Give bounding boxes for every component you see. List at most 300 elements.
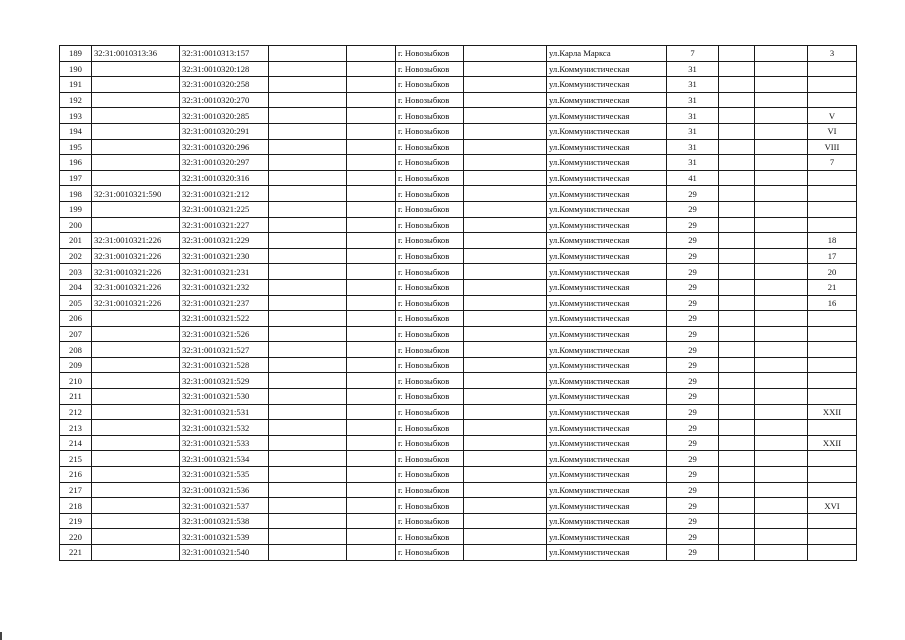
empty-cell: [464, 170, 547, 186]
premises-number-cell: [808, 513, 857, 529]
table-row: [60, 451, 857, 467]
empty-cell: [719, 123, 755, 139]
street-cell: ул.Коммунистическая: [547, 498, 667, 514]
cadastral-number-cell: 32:31:0010321:232: [180, 279, 269, 295]
empty-cell: [755, 357, 808, 373]
street-cell: ул.Коммунистическая: [547, 373, 667, 389]
city-cell: г. Новозыбков: [396, 326, 464, 342]
row-number-cell: 216: [60, 467, 92, 483]
empty-cell: [464, 61, 547, 77]
street-cell: ул.Коммунистическая: [547, 342, 667, 358]
empty-cell: [755, 217, 808, 233]
house-number-cell: 31: [667, 77, 719, 93]
table-row: [60, 326, 857, 342]
street-cell: ул.Коммунистическая: [547, 420, 667, 436]
empty-cell: [347, 435, 396, 451]
premises-number-cell: [808, 326, 857, 342]
street-cell: ул.Коммунистическая: [547, 77, 667, 93]
row-number-cell: 217: [60, 482, 92, 498]
empty-cell: [464, 513, 547, 529]
street-cell: ул.Коммунистическая: [547, 467, 667, 483]
empty-cell: [464, 46, 547, 62]
row-number-cell: 212: [60, 404, 92, 420]
row-number-cell: 196: [60, 155, 92, 171]
cadastral-number-cell: 32:31:0010321:529: [180, 373, 269, 389]
cadastral-number-cell: 32:31:0010321:532: [180, 420, 269, 436]
empty-cell: [269, 201, 347, 217]
city-cell: г. Новозыбков: [396, 420, 464, 436]
empty-cell: [269, 420, 347, 436]
parent-cadastral-cell: [92, 326, 180, 342]
street-cell: ул.Коммунистическая: [547, 357, 667, 373]
street-cell: ул.Коммунистическая: [547, 217, 667, 233]
empty-cell: [347, 467, 396, 483]
premises-number-cell: [808, 467, 857, 483]
parent-cadastral-cell: [92, 513, 180, 529]
empty-cell: [719, 420, 755, 436]
cadastral-number-cell: 32:31:0010320:297: [180, 155, 269, 171]
premises-number-cell: XVI: [808, 498, 857, 514]
empty-cell: [347, 373, 396, 389]
empty-cell: [269, 357, 347, 373]
house-number-cell: 29: [667, 389, 719, 405]
table-row: [60, 342, 857, 358]
empty-cell: [719, 108, 755, 124]
empty-cell: [755, 326, 808, 342]
city-cell: г. Новозыбков: [396, 155, 464, 171]
empty-cell: [269, 326, 347, 342]
empty-cell: [464, 404, 547, 420]
premises-number-cell: [808, 342, 857, 358]
house-number-cell: 29: [667, 186, 719, 202]
empty-cell: [755, 342, 808, 358]
house-number-cell: 29: [667, 248, 719, 264]
row-number-cell: 197: [60, 170, 92, 186]
empty-cell: [464, 123, 547, 139]
premises-number-cell: [808, 201, 857, 217]
parent-cadastral-cell: [92, 357, 180, 373]
row-number-cell: 200: [60, 217, 92, 233]
street-cell: ул.Коммунистическая: [547, 311, 667, 327]
empty-cell: [269, 279, 347, 295]
parent-cadastral-cell: [92, 545, 180, 561]
empty-cell: [347, 498, 396, 514]
table-row: [60, 77, 857, 93]
empty-cell: [719, 482, 755, 498]
empty-cell: [347, 279, 396, 295]
street-cell: ул.Коммунистическая: [547, 264, 667, 280]
empty-cell: [719, 61, 755, 77]
empty-cell: [719, 311, 755, 327]
parent-cadastral-cell: 32:31:0010321:590: [92, 186, 180, 202]
row-number-cell: 190: [60, 61, 92, 77]
premises-number-cell: [808, 389, 857, 405]
city-cell: г. Новозыбков: [396, 61, 464, 77]
empty-cell: [464, 435, 547, 451]
row-number-cell: 208: [60, 342, 92, 358]
house-number-cell: 41: [667, 170, 719, 186]
table-row: [60, 311, 857, 327]
empty-cell: [755, 451, 808, 467]
table-row: [60, 186, 857, 202]
table-row: [60, 435, 857, 451]
cadastral-number-cell: 32:31:0010321:225: [180, 201, 269, 217]
empty-cell: [755, 482, 808, 498]
empty-cell: [464, 451, 547, 467]
table-row: [60, 217, 857, 233]
row-number-cell: 203: [60, 264, 92, 280]
row-number-cell: 202: [60, 248, 92, 264]
table-row: [60, 513, 857, 529]
premises-number-cell: [808, 61, 857, 77]
parent-cadastral-cell: [92, 420, 180, 436]
parent-cadastral-cell: [92, 404, 180, 420]
cadastral-number-cell: 32:31:0010321:527: [180, 342, 269, 358]
parent-cadastral-cell: [92, 155, 180, 171]
table-row: [60, 61, 857, 77]
parent-cadastral-cell: [92, 373, 180, 389]
premises-number-cell: [808, 482, 857, 498]
premises-number-cell: XXII: [808, 435, 857, 451]
parent-cadastral-cell: [92, 217, 180, 233]
cadastral-number-cell: 32:31:0010321:540: [180, 545, 269, 561]
parent-cadastral-cell: [92, 389, 180, 405]
street-cell: ул.Коммунистическая: [547, 451, 667, 467]
empty-cell: [464, 342, 547, 358]
empty-cell: [719, 373, 755, 389]
house-number-cell: 7: [667, 46, 719, 62]
empty-cell: [464, 498, 547, 514]
street-cell: ул.Коммунистическая: [547, 233, 667, 249]
empty-cell: [755, 170, 808, 186]
parent-cadastral-cell: [92, 342, 180, 358]
empty-cell: [464, 545, 547, 561]
empty-cell: [719, 467, 755, 483]
row-number-cell: 209: [60, 357, 92, 373]
empty-cell: [269, 451, 347, 467]
row-number-cell: 206: [60, 311, 92, 327]
empty-cell: [347, 233, 396, 249]
empty-cell: [347, 217, 396, 233]
cadastral-number-cell: 32:31:0010320:270: [180, 92, 269, 108]
empty-cell: [719, 498, 755, 514]
street-cell: ул.Коммунистическая: [547, 482, 667, 498]
parent-cadastral-cell: [92, 529, 180, 545]
row-number-cell: 191: [60, 77, 92, 93]
table-row: [60, 529, 857, 545]
table-row: [60, 108, 857, 124]
empty-cell: [269, 404, 347, 420]
city-cell: г. Новозыбков: [396, 201, 464, 217]
empty-cell: [755, 123, 808, 139]
street-cell: ул.Коммунистическая: [547, 155, 667, 171]
empty-cell: [269, 513, 347, 529]
empty-cell: [755, 155, 808, 171]
house-number-cell: 31: [667, 123, 719, 139]
empty-cell: [269, 108, 347, 124]
empty-cell: [347, 295, 396, 311]
table-row: [60, 201, 857, 217]
empty-cell: [269, 217, 347, 233]
empty-cell: [347, 529, 396, 545]
street-cell: ул.Коммунистическая: [547, 513, 667, 529]
empty-cell: [269, 92, 347, 108]
premises-number-cell: [808, 545, 857, 561]
empty-cell: [269, 170, 347, 186]
empty-cell: [755, 467, 808, 483]
house-number-cell: 29: [667, 264, 719, 280]
empty-cell: [755, 139, 808, 155]
house-number-cell: 31: [667, 139, 719, 155]
row-number-cell: 211: [60, 389, 92, 405]
row-number-cell: 192: [60, 92, 92, 108]
empty-cell: [755, 295, 808, 311]
parent-cadastral-cell: [92, 498, 180, 514]
city-cell: г. Новозыбков: [396, 482, 464, 498]
house-number-cell: 29: [667, 451, 719, 467]
city-cell: г. Новозыбков: [396, 108, 464, 124]
empty-cell: [347, 264, 396, 280]
city-cell: г. Новозыбков: [396, 248, 464, 264]
empty-cell: [755, 92, 808, 108]
empty-cell: [755, 46, 808, 62]
empty-cell: [347, 545, 396, 561]
empty-cell: [719, 46, 755, 62]
parent-cadastral-cell: [92, 170, 180, 186]
street-cell: ул.Коммунистическая: [547, 545, 667, 561]
cadastral-number-cell: 32:31:0010321:530: [180, 389, 269, 405]
table-row: [60, 123, 857, 139]
empty-cell: [719, 279, 755, 295]
empty-cell: [347, 61, 396, 77]
empty-cell: [755, 513, 808, 529]
premises-number-cell: XXII: [808, 404, 857, 420]
street-cell: ул.Коммунистическая: [547, 389, 667, 405]
row-number-cell: 214: [60, 435, 92, 451]
premises-number-cell: 18: [808, 233, 857, 249]
row-number-cell: 189: [60, 46, 92, 62]
cadastral-number-cell: 32:31:0010320:128: [180, 61, 269, 77]
empty-cell: [464, 155, 547, 171]
empty-cell: [347, 186, 396, 202]
house-number-cell: 29: [667, 435, 719, 451]
parent-cadastral-cell: [92, 61, 180, 77]
premises-number-cell: [808, 420, 857, 436]
premises-number-cell: [808, 357, 857, 373]
row-number-cell: 220: [60, 529, 92, 545]
row-number-cell: 199: [60, 201, 92, 217]
empty-cell: [347, 123, 396, 139]
empty-cell: [269, 389, 347, 405]
empty-cell: [719, 529, 755, 545]
premises-number-cell: 17: [808, 248, 857, 264]
city-cell: г. Новозыбков: [396, 170, 464, 186]
city-cell: г. Новозыбков: [396, 498, 464, 514]
premises-number-cell: [808, 186, 857, 202]
premises-number-cell: 3: [808, 46, 857, 62]
empty-cell: [347, 326, 396, 342]
parent-cadastral-cell: [92, 482, 180, 498]
empty-cell: [755, 77, 808, 93]
empty-cell: [347, 248, 396, 264]
empty-cell: [464, 217, 547, 233]
house-number-cell: 29: [667, 404, 719, 420]
street-cell: ул.Коммунистическая: [547, 435, 667, 451]
empty-cell: [719, 357, 755, 373]
empty-cell: [755, 108, 808, 124]
table-row: [60, 482, 857, 498]
parent-cadastral-cell: [92, 201, 180, 217]
table-row: [60, 545, 857, 561]
house-number-cell: 29: [667, 420, 719, 436]
empty-cell: [755, 186, 808, 202]
premises-number-cell: 7: [808, 155, 857, 171]
premises-number-cell: [808, 217, 857, 233]
empty-cell: [347, 513, 396, 529]
empty-cell: [464, 186, 547, 202]
parent-cadastral-cell: [92, 92, 180, 108]
city-cell: г. Новозыбков: [396, 529, 464, 545]
house-number-cell: 29: [667, 373, 719, 389]
cadastral-number-cell: 32:31:0010321:522: [180, 311, 269, 327]
empty-cell: [464, 311, 547, 327]
empty-cell: [755, 373, 808, 389]
empty-cell: [719, 92, 755, 108]
row-number-cell: 207: [60, 326, 92, 342]
empty-cell: [755, 201, 808, 217]
property-register-table: [59, 45, 857, 561]
cadastral-number-cell: 32:31:0010321:231: [180, 264, 269, 280]
house-number-cell: 31: [667, 92, 719, 108]
empty-cell: [269, 46, 347, 62]
house-number-cell: 31: [667, 108, 719, 124]
city-cell: г. Новозыбков: [396, 311, 464, 327]
cadastral-number-cell: 32:31:0010320:285: [180, 108, 269, 124]
cadastral-number-cell: 32:31:0010313:157: [180, 46, 269, 62]
empty-cell: [755, 311, 808, 327]
row-number-cell: 210: [60, 373, 92, 389]
empty-cell: [464, 77, 547, 93]
cadastral-number-cell: 32:31:0010320:258: [180, 77, 269, 93]
city-cell: г. Новозыбков: [396, 373, 464, 389]
empty-cell: [464, 326, 547, 342]
empty-cell: [347, 77, 396, 93]
empty-cell: [464, 279, 547, 295]
premises-number-cell: [808, 170, 857, 186]
house-number-cell: 29: [667, 513, 719, 529]
empty-cell: [347, 482, 396, 498]
cadastral-number-cell: 32:31:0010321:535: [180, 467, 269, 483]
row-number-cell: 221: [60, 545, 92, 561]
empty-cell: [719, 248, 755, 264]
table-row: [60, 264, 857, 280]
empty-cell: [719, 170, 755, 186]
empty-cell: [755, 498, 808, 514]
cadastral-number-cell: 32:31:0010321:212: [180, 186, 269, 202]
empty-cell: [347, 139, 396, 155]
house-number-cell: 29: [667, 482, 719, 498]
empty-cell: [269, 186, 347, 202]
empty-cell: [719, 404, 755, 420]
street-cell: ул.Коммунистическая: [547, 295, 667, 311]
row-number-cell: 198: [60, 186, 92, 202]
premises-number-cell: [808, 77, 857, 93]
parent-cadastral-cell: [92, 311, 180, 327]
table-row: [60, 233, 857, 249]
empty-cell: [464, 529, 547, 545]
city-cell: г. Новозыбков: [396, 186, 464, 202]
city-cell: г. Новозыбков: [396, 435, 464, 451]
empty-cell: [719, 186, 755, 202]
street-cell: ул.Карла Маркса: [547, 46, 667, 62]
empty-cell: [347, 342, 396, 358]
empty-cell: [719, 326, 755, 342]
empty-cell: [347, 155, 396, 171]
table-row: [60, 467, 857, 483]
city-cell: г. Новозыбков: [396, 357, 464, 373]
parent-cadastral-cell: [92, 77, 180, 93]
parent-cadastral-cell: [92, 467, 180, 483]
cadastral-number-cell: 32:31:0010321:237: [180, 295, 269, 311]
empty-cell: [755, 248, 808, 264]
cadastral-number-cell: 32:31:0010321:539: [180, 529, 269, 545]
empty-cell: [269, 123, 347, 139]
empty-cell: [269, 342, 347, 358]
empty-cell: [719, 217, 755, 233]
house-number-cell: 29: [667, 311, 719, 327]
street-cell: ул.Коммунистическая: [547, 61, 667, 77]
house-number-cell: 29: [667, 326, 719, 342]
empty-cell: [269, 155, 347, 171]
empty-cell: [755, 61, 808, 77]
cadastral-number-cell: 32:31:0010321:534: [180, 451, 269, 467]
empty-cell: [464, 108, 547, 124]
row-number-cell: 201: [60, 233, 92, 249]
premises-number-cell: V: [808, 108, 857, 124]
empty-cell: [755, 264, 808, 280]
table-row: [60, 295, 857, 311]
cadastral-number-cell: 32:31:0010321:227: [180, 217, 269, 233]
table-row: [60, 92, 857, 108]
table-row: [60, 420, 857, 436]
empty-cell: [719, 295, 755, 311]
house-number-cell: 29: [667, 295, 719, 311]
empty-cell: [464, 295, 547, 311]
premises-number-cell: [808, 451, 857, 467]
parent-cadastral-cell: 32:31:0010321:226: [92, 233, 180, 249]
city-cell: г. Новозыбков: [396, 46, 464, 62]
table-row: [60, 498, 857, 514]
city-cell: г. Новозыбков: [396, 233, 464, 249]
table-row: [60, 248, 857, 264]
row-number-cell: 218: [60, 498, 92, 514]
city-cell: г. Новозыбков: [396, 123, 464, 139]
empty-cell: [719, 155, 755, 171]
premises-number-cell: [808, 373, 857, 389]
empty-cell: [464, 373, 547, 389]
cadastral-number-cell: 32:31:0010321:229: [180, 233, 269, 249]
city-cell: г. Новозыбков: [396, 545, 464, 561]
cadastral-number-cell: 32:31:0010320:316: [180, 170, 269, 186]
empty-cell: [347, 389, 396, 405]
street-cell: ул.Коммунистическая: [547, 201, 667, 217]
scan-edge-mark: [0, 632, 2, 640]
empty-cell: [269, 373, 347, 389]
parent-cadastral-cell: [92, 451, 180, 467]
house-number-cell: 31: [667, 155, 719, 171]
premises-number-cell: 21: [808, 279, 857, 295]
cadastral-number-cell: 32:31:0010321:230: [180, 248, 269, 264]
